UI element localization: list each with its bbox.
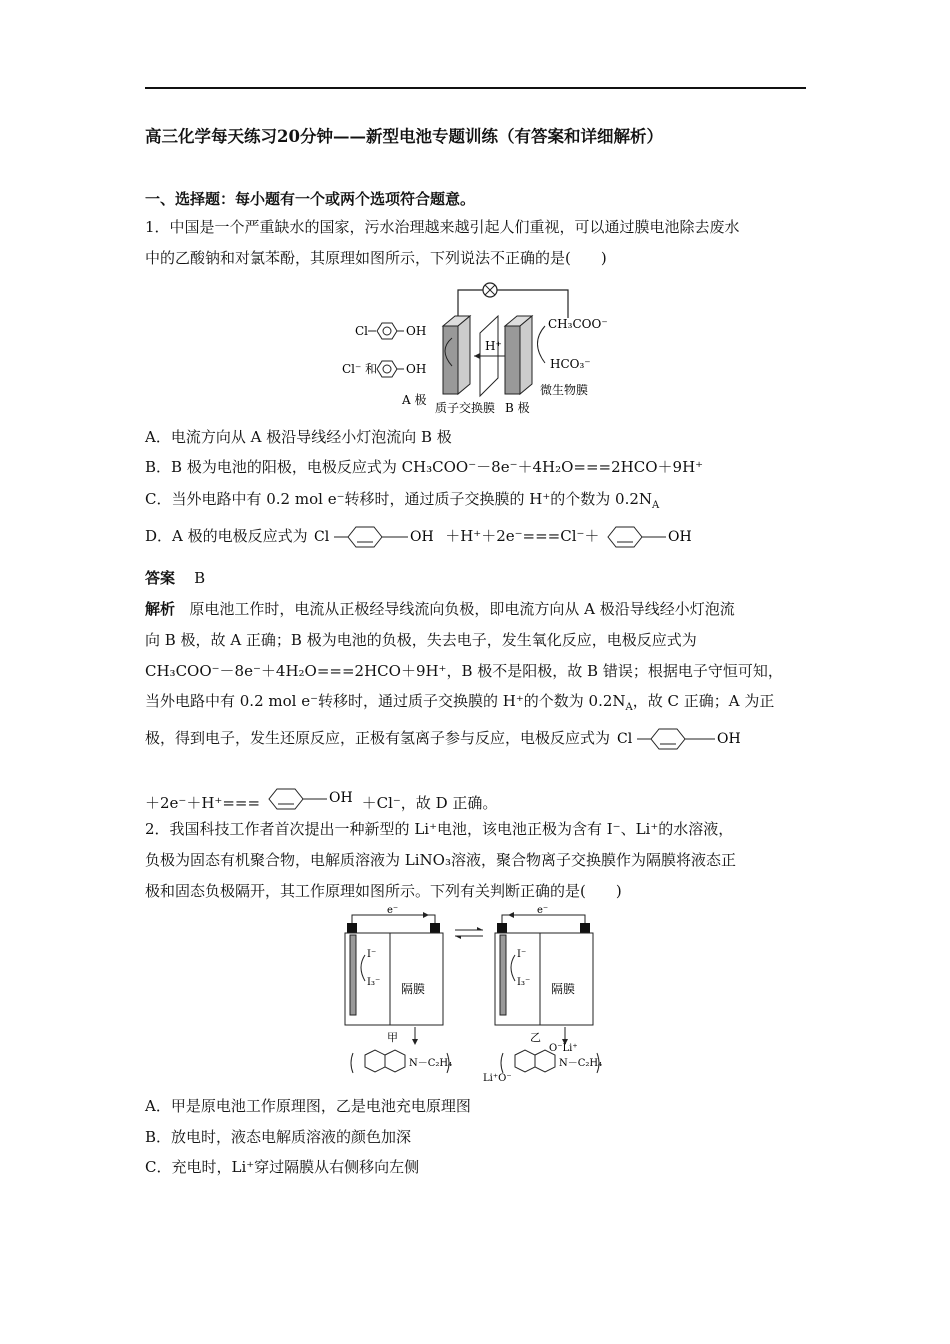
phenol-structure	[265, 784, 357, 814]
section-heading: 一、选择题：每小题有一个或两个选项符合题意。	[145, 190, 476, 208]
svg-text:OH: OH	[668, 529, 692, 545]
q2-stem-line1: 2．我国科技工作者首次提出一种新型的 Li⁺电池，该电池正极为含有 I⁻、Li⁺的水溶液，	[145, 820, 734, 838]
svg-text:I₃⁻: I₃⁻	[517, 977, 531, 988]
q1-stem-line1: 1．中国是一个严重缺水的国家，污水治理越来越引起人们重视，可以通过膜电池除去废水	[145, 218, 740, 236]
svg-text:OH: OH	[406, 324, 427, 338]
svg-text:O⁻Li⁺: O⁻Li⁺	[549, 1043, 578, 1054]
svg-text:隔膜: 隔膜	[401, 982, 426, 996]
svg-text:OH: OH	[410, 529, 435, 545]
svg-text:CH₃COO⁻: CH₃COO⁻	[548, 317, 608, 331]
header-rule	[145, 87, 806, 89]
chlorophenol-structure	[312, 524, 440, 550]
svg-text:N－C₂H₄: N－C₂H₄	[409, 1058, 453, 1069]
svg-text:Li⁺O⁻: Li⁺O⁻	[483, 1073, 512, 1084]
q1-analysis-line6: ＋2e⁻＋H⁺=== OH ＋Cl⁻，故 D 正确。	[145, 784, 497, 814]
svg-text:Cl: Cl	[616, 731, 632, 747]
svg-text:H⁺: H⁺	[485, 339, 502, 353]
svg-text:Cl⁻ 和: Cl⁻ 和	[342, 362, 378, 376]
q2-option-a: A．甲是原电池工作原理图，乙是电池充电原理图	[145, 1097, 471, 1115]
q1-option-b: B．B 极为电池的阳极，电极反应式为 CH₃COO⁻－8e⁻＋4H₂O===2HCO＋9H⁺	[145, 458, 704, 476]
svg-text:微生物膜: 微生物膜	[540, 383, 589, 397]
svg-text:质子交换膜: 质子交换膜	[435, 401, 496, 415]
svg-text:N－C₂H₄: N－C₂H₄	[559, 1058, 603, 1069]
phenol-structure	[604, 524, 696, 550]
cell-jia	[345, 905, 443, 1045]
q1-analysis-line5: 极，得到电子，发生还原反应，正极有氢离子参与反应，电极反应式为 Cl OH	[145, 726, 747, 752]
svg-text:OH: OH	[406, 362, 427, 376]
q2-option-b: B．放电时，液态电解质溶液的颜色加深	[145, 1128, 412, 1146]
q1-option-d: D．A 极的电极反应式为 Cl OH ＋H⁺＋2e⁻===Cl⁻＋ OH	[145, 524, 696, 550]
q1-analysis-line3: CH₃COO⁻－8e⁻＋4H₂O===2HCO＋9H⁺，B 极不是阳极，故 B 错误；根据电子守恒可知，	[145, 662, 783, 680]
svg-text:I⁻: I⁻	[517, 949, 527, 960]
svg-text:Cl: Cl	[314, 529, 330, 545]
cell-yi	[495, 905, 593, 1045]
q1-cell-diagram	[340, 278, 630, 418]
svg-text:B 极: B 极	[505, 401, 530, 415]
q1-analysis-line2: 向 B 极，故 A 正确；B 极为电池的负极，失去电子，发生氧化反应，电极反应式为	[145, 631, 697, 649]
svg-text:OH: OH	[328, 790, 353, 806]
svg-text:OH: OH	[716, 731, 741, 747]
svg-text:乙: 乙	[530, 1031, 541, 1044]
svg-text:隔膜: 隔膜	[551, 982, 576, 996]
chlorophenol-structure	[615, 726, 747, 752]
q2-stem-line3: 极和固态负极隔开，其工作原理如图所示。下列有关判断正确的是( )	[145, 882, 622, 900]
q2-stem-line2: 负极为固态有机聚合物，电解质溶液为 LiNO₃溶液，聚合物离子交换膜作为隔膜将液态正	[145, 851, 736, 869]
q2-option-c: C．充电时，Li⁺穿过隔膜从右侧移向左侧	[145, 1158, 420, 1176]
q1-answer: 答案 B	[145, 569, 206, 587]
q1-analysis-line1: 解析 原电池工作时，电流从正极经导线流向负极，即电流方向从 A 极沿导线经小灯泡流	[145, 600, 735, 618]
svg-text:I⁻: I⁻	[367, 949, 377, 960]
page-title: 高三化学每天练习20分钟——新型电池专题训练（有答案和详细解析）	[145, 127, 663, 146]
svg-text:HCO₃⁻: HCO₃⁻	[550, 357, 591, 371]
q1-analysis-line4: 当外电路中有 0.2 mol e⁻转移时，通过质子交换膜的 H⁺的个数为 $0.2N_A$，故 C 正确；A 为正	[145, 692, 775, 713]
svg-text:A 极: A 极	[402, 393, 427, 407]
q2-cell-diagram	[335, 905, 625, 1085]
q1-stem-line2: 中的乙酸钠和对氯苯酚，其原理如图所示，下列说法不正确的是( )	[145, 249, 607, 267]
svg-text:甲: 甲	[387, 1031, 398, 1044]
q1-option-c: C．当外电路中有 0.2 mol e⁻转移时，通过质子交换膜的 H⁺的个数为 $0.2N_A$	[145, 490, 660, 511]
svg-text:e⁻: e⁻	[387, 905, 399, 916]
svg-text:I₃⁻: I₃⁻	[367, 977, 381, 988]
q1-option-a: A．电流方向从 A 极沿导线经小灯泡流向 B 极	[145, 428, 452, 446]
svg-text:Cl: Cl	[355, 324, 369, 338]
svg-text:e⁻: e⁻	[537, 905, 549, 916]
